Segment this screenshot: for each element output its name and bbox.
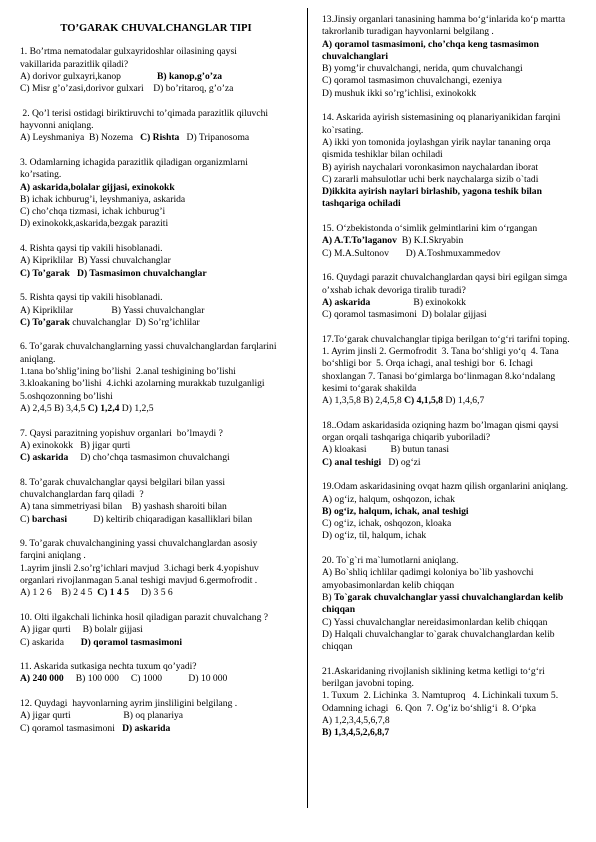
question-line [322, 235, 580, 247]
question-text [322, 481, 580, 493]
question-line [322, 358, 580, 370]
question-line [322, 518, 580, 530]
question-block [322, 555, 580, 653]
question-line [322, 604, 580, 616]
text-segment: 10. Olti ilgakchali lichinka hosil qiladigan parazit chuvalchang ? [20, 611, 269, 623]
text-segment: 8. To’garak chuvalchanglar qaysi belgilari bilan yassi [20, 476, 226, 488]
question-line [20, 268, 292, 280]
question-line [322, 346, 580, 358]
text-segment: 1. Bo’rtma nematodalar gulxayridoshlar oilasining qaysi [20, 46, 237, 58]
right-column [322, 14, 580, 752]
text-segment: o’xshab ichak devoriga tiralib turadi? [322, 284, 466, 296]
correct-answer-text: B) 1,3,4,5,2,6,8,7 [322, 727, 390, 739]
question-text [20, 661, 292, 673]
correct-answer-text: B) og‘iz, halqum, ichak, anal teshigi [322, 505, 469, 517]
text-segment: organ orqali tashqariga chiqarib yuboriladi? [322, 432, 491, 444]
text-segment: ko’rsating. [20, 169, 62, 181]
question-line [322, 530, 580, 542]
text-segment: A) 1 2 6 B) 2 4 5 [20, 587, 98, 599]
question-line [20, 489, 292, 501]
question-text [322, 272, 580, 284]
text-segment: A) jigar qurti B) bolalr gijjasi [20, 624, 143, 636]
correct-answer-text: A) 240 000 [20, 673, 64, 685]
text-segment: 17.To‘garak chuvalchanglar tipiga berilgan to‘g‘ri tarifni toping. [322, 333, 570, 345]
text-segment: B) 100 000 C) 1000 D) 10 000 [63, 673, 228, 685]
text-segment: A) 2,4,5 B) 3,4,5 [20, 402, 88, 414]
text-segment: 16. Quydagi parazit chuvalchanglardan qaysi biri egilgan simga [322, 272, 568, 284]
question-line [20, 169, 292, 181]
question-line [322, 309, 580, 321]
question-line [20, 71, 292, 83]
question-line [322, 580, 580, 592]
correct-answer-text: D) askarida [122, 722, 171, 734]
question-line [322, 162, 580, 174]
question-text [322, 112, 580, 124]
question-line [20, 563, 292, 575]
question-line [322, 75, 580, 87]
correct-answer-text: To`garak chuvalchanglar yassi chuvalchanglardan kelib [334, 591, 564, 603]
text-segment: kesimi to‘garak shakilda [322, 382, 417, 394]
text-segment: 1.ayrim jinsli 2.so’rg’ichlari mavjud 3.ichagi berk 4.yopishuv [20, 562, 259, 574]
text-segment: D) Tripanosoma [179, 132, 250, 144]
question-line [322, 174, 580, 186]
question-text [322, 223, 580, 235]
text-segment: A) Kipriklilar B) Yassi chuvalchanglar [20, 255, 171, 267]
question-line [322, 88, 580, 100]
question-line [20, 575, 292, 587]
text-segment: A) dorivor gulxayri,kanop [20, 70, 157, 82]
question-block [322, 14, 580, 100]
text-segment: 1. Ayrim jinsli 2. Germofrodit 3. Tana bo‘shligi yo‘q 4. Tana [322, 346, 559, 358]
correct-answer-text: chiqqan [322, 604, 356, 616]
text-segment: 5.oshqozonning bo’lishi [20, 390, 113, 402]
text-segment: A) og‘iz, halqum, oshqozon, ichak [322, 493, 455, 505]
question-line [322, 690, 580, 702]
question-line [20, 378, 292, 390]
question-block [20, 292, 292, 329]
question-line [20, 206, 292, 218]
question-line [322, 703, 580, 715]
correct-answer-text: C) askarida [20, 452, 69, 464]
text-segment: chuvalchanglardan farq qiladi ? [20, 488, 144, 500]
text-segment: D) 3 5 6 [129, 587, 173, 599]
question-line [322, 198, 580, 210]
text-segment: C) Misr g’o’zasi,dorivor gulxari D) bo’ritaroq, g’o’za [20, 83, 234, 95]
text-segment: A) 1,2,3,4,5,6,7,8 [322, 714, 390, 726]
correct-answer-text: C) Rishta [140, 132, 180, 144]
text-segment: 12. Quydagi hayvonlarning ayrim jinsliligini belgilang . [20, 698, 238, 710]
question-block [322, 223, 580, 260]
question-line [322, 26, 580, 38]
question-block [322, 481, 580, 542]
question-text [20, 612, 292, 624]
question-line [322, 506, 580, 518]
text-segment: C) zararli mahsulotlar uchi berk naychalarga sizib o`tadi [322, 173, 539, 185]
question-line [322, 51, 580, 63]
text-segment: C) M.A.Sultonov D) A.Toshmuxammedov [322, 247, 501, 259]
question-line [20, 218, 292, 230]
question-line [322, 248, 580, 260]
text-segment: A) jigar qurti B) oq planariya [20, 710, 184, 722]
text-segment: 9. To’garak chuvalchangining yassi chuvalchanglardan asosiy [20, 538, 258, 550]
question-line [20, 723, 292, 735]
correct-answer-text: C) 4,1,5,8 [404, 395, 443, 407]
question-line [322, 63, 580, 75]
text-segment: chuvalchanglar D) So’rg’ichlilar [69, 316, 200, 328]
question-block [20, 341, 292, 415]
question-line [322, 567, 580, 579]
question-block [322, 334, 580, 408]
text-segment: D) 1,2,5 [119, 402, 154, 414]
question-text [20, 108, 292, 120]
question-block [20, 477, 292, 526]
text-segment: 18..Odam askaridasida oziqning hazm bo’lmagan qismi qaysi [322, 419, 559, 431]
question-line [20, 673, 292, 685]
text-segment: farqini aniqlang . [20, 550, 86, 562]
correct-answer-text: C) 1,2,4 [87, 402, 120, 414]
text-segment: D) keltirib chiqaradigan kasalliklari bilan [67, 513, 253, 525]
correct-answer-text: A) qoramol tasmasimoni, cho’chqa keng tasmasimon [322, 38, 539, 50]
text-segment: berilgan javobni toping. [322, 678, 414, 690]
question-block [20, 612, 292, 649]
question-line [322, 137, 580, 149]
question-text [20, 243, 292, 255]
question-text [20, 477, 292, 489]
text-segment: D) og‘iz, til, halqum, ichak [322, 530, 427, 542]
text-segment: bo‘shligi bor 5. Orqa ichagi, anal teshigi bor 6. Ichagi [322, 358, 534, 370]
question-line [20, 452, 292, 464]
question-line [20, 120, 292, 132]
text-segment: D) 1,4,6,7 [442, 395, 485, 407]
question-line [20, 624, 292, 636]
question-block [20, 243, 292, 280]
question-line [322, 125, 580, 137]
question-line [322, 285, 580, 297]
text-segment: 7. Qaysi parazitning yopishuv organlari bo’lmaydi ? [20, 427, 223, 439]
question-text [20, 292, 292, 304]
text-segment: qismida teshiklar bilan ochiladi [322, 149, 443, 161]
text-segment: B) K.I.Skryabin [396, 235, 464, 247]
question-block [20, 698, 292, 735]
question-text [20, 698, 292, 710]
question-line [20, 403, 292, 415]
text-segment: D) exinokokk,askarida,bezgak paraziti [20, 218, 169, 230]
question-line [20, 194, 292, 206]
question-line [322, 383, 580, 395]
text-segment: 1.tana bo’shlig’ining bo’lishi 2.anal teshigining bo’lishi [20, 366, 236, 378]
question-line [322, 149, 580, 161]
question-text [322, 666, 580, 678]
text-segment: 3.kloakaning bo’lishi 4.ichki azolarning murakkab tuzulganligi [20, 378, 265, 390]
question-line [322, 395, 580, 407]
question-block [20, 108, 292, 145]
column-divider [307, 8, 308, 808]
text-segment: 13.Jinsiy organlari tanasining hamma bo‘g‘inlarida ko‘p martta [322, 14, 566, 25]
text-segment: B) yomg’ir chuvalchangi, nerida, qum chuvalchangi [322, 63, 523, 75]
correct-answer-text: D)ikkita ayirish naylari birlashib, yagona teshik bilan [322, 186, 542, 198]
correct-answer-text: C) To’garak [20, 267, 70, 279]
question-block [322, 272, 580, 321]
text-segment: 6. To’garak chuvalchanglarning yassi chuvalchanglardan farqlarini [20, 341, 277, 353]
question-line [322, 629, 580, 641]
text-segment: 21.Askaridaning rivojlanish siklining ketma ketligi to‘g‘ri [322, 665, 545, 677]
question-line [322, 432, 580, 444]
text-segment: takrorlanib turadigan hayvonlarni belgilang . [322, 26, 494, 38]
correct-answer-text: C) To’garak [20, 316, 70, 328]
text-segment: C) [20, 513, 32, 525]
text-segment: A) Leyshmaniya B) Nozema [20, 132, 141, 144]
correct-answer-text: barchasi [32, 513, 68, 525]
text-segment: Odamning ichagi 6. Qon 7. Og’iz bo‘shlig‘i 8. O‘pka [322, 702, 536, 714]
text-segment: organlari rivojlanmagan 5.anal teshigi mavjud 6.germofrodit . [20, 575, 258, 587]
question-text [20, 538, 292, 550]
question-line [322, 297, 580, 309]
text-segment: C) og‘iz, ichak, oshqozon, kloaka [322, 518, 452, 530]
correct-answer-text: D) qoramol tasmasimoni [80, 636, 183, 648]
question-block [20, 428, 292, 465]
text-segment: 3. Odamlarning ichagida parazitlik qiladigan organizmlarni [20, 156, 248, 168]
text-segment: 5. Rishta qaysi tip vakili hisoblanadi. [20, 292, 163, 304]
text-segment: shoxlangan 7. Tanasi bo‘gimlarga bo‘linmagan 8.ko‘ndalang [322, 370, 556, 382]
question-text [322, 420, 580, 432]
text-segment: C) qoramol tasmasimon chuvalchangi, ezeniya [322, 75, 502, 87]
question-line [20, 550, 292, 562]
text-segment: 2. Qo’l terisi ostidagi biriktiruvchi to’qimada parazitlik qiluvchi [20, 107, 269, 119]
correct-answer-text: C) anal teshigi [322, 456, 382, 468]
correct-answer-text: tashqariga ochiladi [322, 198, 401, 210]
text-segment: A) 1,3,5,8 B) 2,4,5,8 [322, 395, 405, 407]
question-line [20, 317, 292, 329]
question-block [20, 157, 292, 231]
text-segment: C) qoramol tasmasimoni D) bolalar gijjasi [322, 309, 487, 321]
text-segment: A) Bo`shliq ichlilar qadimgi koloniya bo`lib yashovchi [322, 567, 534, 579]
text-segment: hayvonni aniqlang. [20, 120, 94, 132]
text-segment [70, 268, 77, 279]
text-segment: A) Kipriklilar B) Yassi chuvalchanglar [20, 304, 205, 316]
correct-answer-text: B) kanop,g’o’za [156, 70, 222, 82]
text-segment: D) og‘zi [381, 456, 421, 468]
text-segment: 1. Tuxum 2. Lichinka 3. Namtuproq 4. Lichinkali tuxum 5. [322, 690, 559, 702]
question-line [322, 494, 580, 506]
text-segment: C) Yassi chuvalchanglar nereidasimonlardan kelib chiqqan [322, 616, 548, 628]
question-line [322, 678, 580, 690]
question-block [322, 112, 580, 210]
left-column [20, 14, 292, 747]
text-segment: A) ikki yon tomonida joylashgan yirik naylar tananing orqa [322, 136, 551, 148]
correct-answer-text: chuvalchanglari [322, 50, 389, 62]
question-line [20, 710, 292, 722]
question-line [322, 444, 580, 456]
correct-answer-text: A) askarida,bolalar gijjasi, exinokokk [20, 181, 175, 193]
text-segment: 19.Odam askaridasining ovqat hazm qilish organlarini aniqlang. [322, 481, 569, 493]
text-segment: C) cho’chqa tizmasi, ichak ichburug’i [20, 206, 166, 218]
question-line [20, 132, 292, 144]
correct-answer-text: D) Tasmasimon chuvalchanglar [77, 267, 207, 279]
text-segment: A) tana simmetriyasi bilan B) yashash sharoiti bilan [20, 501, 227, 513]
question-text [322, 555, 580, 567]
text-segment: B) [322, 591, 334, 603]
text-segment: C) askarida [20, 636, 81, 648]
question-line [322, 727, 580, 739]
text-segment: vakillarida parazitlik qiladi? [20, 58, 129, 70]
question-line [322, 617, 580, 629]
text-segment: ko`rsating. [322, 124, 364, 136]
question-line [20, 182, 292, 194]
text-segment: 14. Askarida ayirish sistemasining oq planariyanikidan farqini [322, 112, 561, 124]
question-line [322, 641, 580, 653]
text-segment: 4. Rishta qaysi tip vakili hisoblanadi. [20, 243, 163, 255]
question-line [20, 501, 292, 513]
text-segment: A) kloakasi B) butun tanasi [322, 444, 450, 456]
correct-answer-text: A) askarida [322, 296, 371, 308]
question-text [20, 428, 292, 440]
text-segment: D) cho’chqa tasmasimon chuvalchangi [68, 452, 230, 464]
question-text [20, 46, 292, 58]
question-line [20, 59, 292, 71]
text-segment: amyobasimonlardan kelib chiqqan [322, 579, 455, 591]
text-segment: 15. O‘zbekistonda o‘simlik gelmintlarini kim o‘rgangan [322, 223, 538, 235]
question-block [322, 420, 580, 469]
question-line [20, 391, 292, 403]
text-segment: A) exinokokk B) jigar qurti [20, 439, 131, 451]
question-line [20, 255, 292, 267]
text-segment: D) mushuk ikki so’rg’ichlisi, exinokokk [322, 87, 477, 99]
question-line [322, 186, 580, 198]
question-text [322, 334, 580, 346]
question-line [322, 39, 580, 51]
question-line [322, 715, 580, 727]
text-segment: B) ayirish naychalari voronkasimon naychalardan iborat [322, 161, 539, 173]
question-line [20, 366, 292, 378]
text-segment: chiqqan [322, 641, 353, 653]
question-line [20, 637, 292, 649]
question-line [322, 592, 580, 604]
correct-answer-text: A) A.T.To’laganov [322, 235, 397, 247]
question-line [322, 457, 580, 469]
question-block [20, 538, 292, 599]
question-block [20, 46, 292, 95]
question-text [20, 341, 292, 353]
text-segment: 20. To`g`ri ma`lumotlarni aniqlang. [322, 555, 459, 567]
text-segment: B) exinokokk [370, 296, 466, 308]
question-text [322, 14, 580, 26]
correct-answer-text: C) 1 4 5 [97, 587, 129, 599]
text-segment: C) qoramol tasmasimoni [20, 722, 123, 734]
question-block [322, 666, 580, 740]
question-line [20, 83, 292, 95]
question-line [20, 514, 292, 526]
document-title: TO’GARAK CHUVALCHANGLAR TIPI [60, 23, 252, 34]
question-block [20, 661, 292, 686]
text-segment: aniqlang. [20, 353, 56, 365]
text-segment: D) Halqali chuvalchanglar to`garak chuvalchanglardan kelib [322, 628, 555, 640]
question-text [20, 157, 292, 169]
text-segment: 11. Askarida sutkasiga nechta tuxum qo’yadi? [20, 661, 197, 673]
question-line [20, 354, 292, 366]
text-segment: B) ichak ichburug’i, leyshmaniya, askarida [20, 193, 186, 205]
question-line [20, 305, 292, 317]
question-line [20, 440, 292, 452]
question-line [20, 587, 292, 599]
question-line [322, 371, 580, 383]
